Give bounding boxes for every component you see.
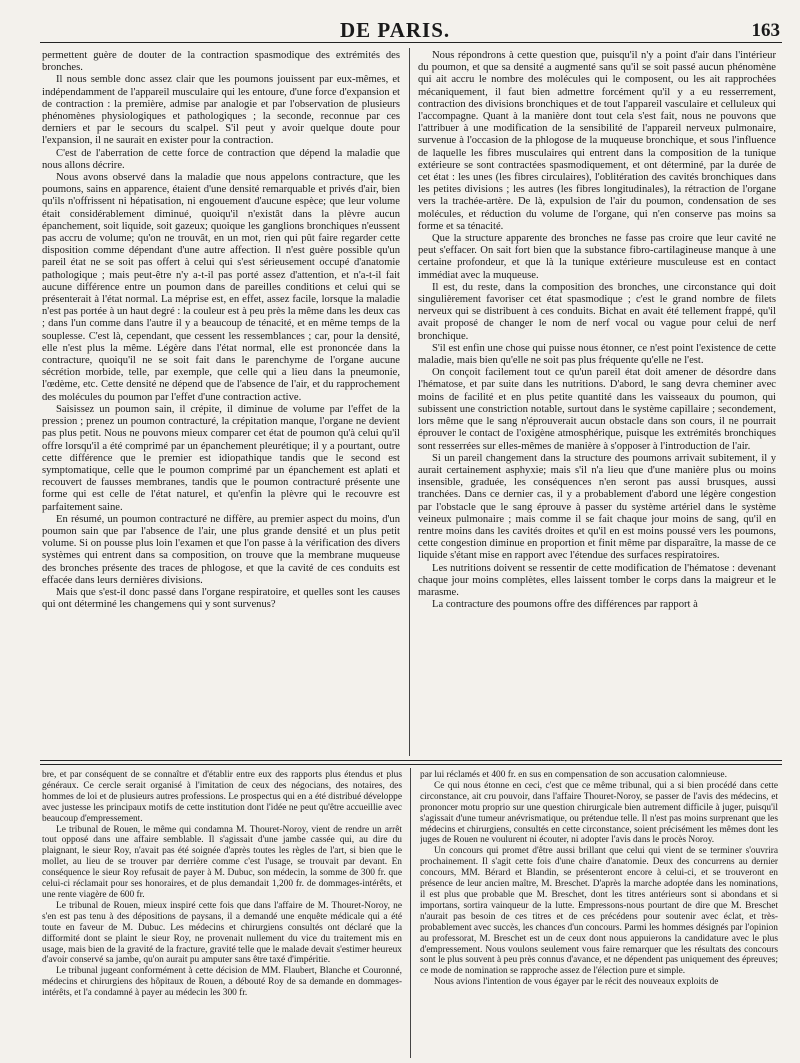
paragraph: par lui réclamés et 400 fr. en sus en compensation de son accusation calomnieuse. [420,770,727,780]
upper-left-column [42,50,400,756]
page-header [40,14,780,44]
paragraph: S'il est enfin une chose qui puisse nous étonner, ce n'est point l'existence de cette maladie, mais bien qu'elle ne soit pas plus fréquente qu'elle ne l'est. [418,342,776,367]
section-rule [40,764,782,765]
lower-right-column [420,770,778,1055]
paragraph: On conçoit facilement tout ce qu'un pareil état doit amener de désordre dans l'hématose, et par suite dans les nutritions. D'abord, le sang devra cheminer avec moins de facilité et en plus petite quantité dans les vaisseaux du poumon, qui subissent une constriction notable, surtout dans le système capillaire ; secondement, lors même que le sang n'éprouverait aucun obstacle dans son cours, il ne pourrait éprouver le contact de l'oxigène atmosphérique, puisque les extrémités bronchiques sont resserrées sur elles-mêmes de manière à s'opposer à l'introduction de l'air. [418,367,776,452]
lower-left-column [42,770,402,1055]
header-rule [40,42,782,43]
paragraph: C'est de l'aberration de cette force de contraction que dépend la maladie que nous allons décrire. [42,147,400,171]
paragraph: Il nous semble donc assez clair que les poumons jouissent par eux-mêmes, et indépendamment de l'appareil musculaire qui les entoure, d'une force d'expansion et de contraction : la première, admise par analogie et par l'observation de plusieurs phénomènes physiologiques et pathologiques ; la seconde, reconnue par ces derniers et par le secours du scalpel. S'il peut y avoir quelque doute pour l'expansion, il ne saurait en exister pour la contraction. [42,74,400,147]
paragraph: Un concours qui promet d'être aussi brillant que celui qui vient de se terminer s'ouvrira prochainement. Il s'agit cette fois d'une chaire d'anatomie. Deux des concurrens au dernier concours, MM. Bérard et Blandin, se présenteront encore à celui-ci, et se trouveront en présence de leur ancien maître, M. Breschet. D'après la marche adoptée dans les nominations, il est plus que probable que M. Breschet, dont les titres antérieurs sont si abondans et si importans, sortira vainqueur de la lutte. Empressons-nous pourtant de dire que M. Breschet n'aurait pas besoin de ces titres et de ces précédens pour soutenir avec éclat, et très-probablement avec succès, les chances d'un concours. Parmi les hommes désignés par l'opinion au professorat, M. Breschet est un de ceux dont nous appuierons la candidature avec le plus d'empressement. Nous voulons seulement vous faire remarquer que les résultats des concours sont le plus souvent à peu près connus d'avance, et ne dépendent pas uniquement des épreuves; ce mode de nomination se rapproche assez de l'élection pure et simple. [420,846,778,977]
running-title: DE PARIS. [340,18,451,42]
paragraph: bre, et par conséquent de se connaître et d'établir entre eux des rapports plus étendus et plus généraux. Ce cercle serait organisé à l'imitation de ceux des négocians, des notaires, des hommes de loi et de plusieurs autres professions. Le prospectus qui en a été distribué développe avec justesse les principaux motifs de cette institution dont l'idée ne peut qu'être accueillie avec beaucoup d'empressement. [42,770,402,824]
paragraph: Que la structure apparente des bronches ne fasse pas croire que leur cavité ne peut s'effacer. On sait fort bien que la substance fibro-cartilagineuse manque à une certaine profondeur, et que là la tunique extérieure musculeuse est en contact immédiat avec la muqueuse. [418,233,776,281]
paragraph: Nous avions l'intention de vous égayer par le récit des nouveaux exploits de [434,977,719,988]
page-number: 163 [751,20,780,41]
paragraph: Mais que s'est-il donc passé dans l'organe respiratoire, et quelles sont les causes qui ont déterminé les changemens qui y sont survenus? [42,586,400,611]
paragraph: permettent guère de douter de la contraction spasmodique des extrémités des bronches. [42,50,400,74]
paragraph: Saisissez un poumon sain, il crépite, il diminue de volume par l'effet de la pression ; prenez un poumon contracturé, la crépitation manque, l'organe ne devient pas plus petit. Nous ne pouvons mieux comparer cet état de poumon qu'à celui qu'il offre lorsqu'il a été comprimé par un épanchement pleurétique; il y a pourtant, outre cette différence que le premier est idiopathique tandis que le second est symptomatique, celle que le poumon comprimé par un épanchement est aplati et recouvert de fausses membranes, tandis que le poumon contracturé présente une forme qui est celle de l'état naturel, et qu'enfin la plèvre qui le recouvre est parfaitement saine. [42,403,400,513]
paragraph: En résumé, un poumon contracturé ne diffère, au premier aspect du moins, d'un poumon sain que par l'absence de l'air, une plus grande densité et un plus petit volume. Si on pousse plus loin l'examen et que l'on passe à la vérification des divers systèmes qui entrent dans sa composition, on trouve que la membrane muqueuse des bronches présente des traces de phlogose, et que la cavité de ces conduits est effacée dans leurs dernières divisions. [42,513,400,586]
column-divider [409,48,410,756]
paragraph: Ce qui nous étonne en ceci, c'est que ce même tribunal, qui a si bien procédé dans cette circonstance, ait cru pouvoir, dans l'affaire Thouret-Noroy, se passer de l'avis des médecins, et prononcer motu proprio sur une question chirurgicale bien autrement difficile à juger, puisqu'il s'agissait d'une tumeur anévrismatique, ou prétendue telle. Il n'est pas moins surprenant que les médecins et chirurgiens, consultés en cette circonstance, soient précisément les mêmes dont les juges de Rouen ne voulurent ni écouter, ni adopter l'avis dans le procès Noroy. [420,780,778,846]
paragraph: Nous avons observé dans la maladie que nous appelons contracture, que les poumons, sains en apparence, étaient d'une densité remarquable et privés d'air, bien qu'ils n'offrissent ni hépatisation, ni engouement d'aucune espèce; que leur volume était considérablement diminué, quoiqu'il n'existât dans la plèvre aucun épanchement, soit liquide, soit gazeux; quoique les ganglions bronchiques n'eussent pas accru de volume; qu'on ne trouvât, en un mot, rien qui pût faire regarder cette disposition comme dépendant d'une autre affection. Il n'est guère possible qu'un pareil état ne se soit pas offert à celui qui s'est sérieusement occupé d'anatomie pathologique ; mais peut-être n'y a-t-il pas porté assez d'attention, et n'a-t-il fait aucune différence entre un poumon dans de pareilles conditions et celui qui se présenterait à l'état normal. La méprise est, en effet, assez facile, lorsque la maladie n'est pas portée à un haut degré : la couleur est à peu près la même dans les deux cas ; dans l'un comme dans l'autre il y a beaucoup de ténacité, et en même temps de la souplesse. C'est là, cependant, que cessent les ressemblances ; car, pour la densité, elle n'est plus la même. Légère dans l'état normal, elle est prononcée dans la contracture, quoiqu'il ne se soit fait dans le parenchyme de l'organe aucune sécrétion morbide, telle, par exemple, que celle qui a lieu dans la pneumonie, l'œdème, etc. Cette densité ne dépend que de l'absence de l'air, et du rapprochement des molécules du poumon par l'effet d'une contraction active. [42,172,400,403]
upper-right-column [418,50,776,756]
paragraph: Le tribunal jugeant conformément à cette décision de MM. Flaubert, Blanche et Couronné, médecins et chirurgiens des hôpitaux de Rouen, a débouté Roy de sa demande en dommages-intérêts, et l'a condamné à payer au médecin les 300 fr. [42,966,402,999]
paragraph: Le tribunal de Rouen, mieux inspiré cette fois que dans l'affaire de M. Thouret-Noroy, ne s'en est pas tenu à des dépositions de paysans, il a demandé une enquête médicale qui a été toute en faveur de M. Dubuc. Les médecins et chirurgiens consultés ont déclaré que la difformité dont se plaint le sieur Roy, ne provenait nullement du vice du traitement mis en usage, mais bien de la gravité de la fracture, gravité telle que le malade devait s'estimer heureux d'avoir conservé sa jambe, qu'on aurait pu amputer sans être taxé d'impéritie. [42,900,402,966]
section-rule [40,760,782,761]
column-divider [410,768,411,1058]
paragraph: Il est, du reste, dans la composition des bronches, une circonstance qui doit singulièrement favoriser cet état spasmodique ; c'est le grand nombre de filets nerveux qui se distribuent à ces conduits. Bichat en avait été tellement frappé, qu'il avait proposé de changer le nom de nerf vocal ou vague pour celui de nerf bronchique. [418,281,776,342]
paragraph: La contracture des poumons offre des différences par rapport à [432,599,698,611]
paragraph: Si un pareil changement dans la structure des poumons arrivait subitement, il y aurait certainement asphyxie; mais s'il n'a lieu que d'une manière plus ou moins insensible, graduée, les conséquences n'en seront pas aussi brusques, aussi tranchées. Dans ce dernier cas, il y a probablement d'abord une légère congestion par l'obstacle que le sang éprouve à passer du système artériel dans le système veineux pulmonaire ; mais comme il se fait chaque jour moins de sang, qu'il en rentre moins dans les cavités droites et qu'il en est moins poussé vers les poumons, cette congestion diminue en proportion et finit même par disparaître, la masse de ce liquide s'étant mise en rapport avec l'étendue des surfaces respiratoires. [418,452,776,562]
paragraph: Nous répondrons à cette question que, puisqu'il n'y a point d'air dans l'intérieur du poumon, et que sa densité a augmenté sans qu'il se soit passé aucun phénomène qui ait accru le nombre des molécules qui le composent, ou les ait rapprochées mécaniquement, il faut bien admettre forcément qu'il y a eu resserrement, contraction des divisions bronchiques et de tout l'appareil vasculaire et celluleux qui l'accompagne. Quant à la manière dont tout cela s'est fait, nous ne pouvons que l'attribuer à une modification de la sensibilité de l'appareil nerveux pulmonaire, survenue à l'occasion de la phlogose de la muqueuse bronchique, et sous l'influence de laquelle les fibres musculaires qui entrent dans la composition de la tunique extérieure se sont contractées spasmodiquement, et ont déterminé, par la durée de cet état : les unes (les fibres circulaires), l'oblitération des cavités bronchiques dans les petites divisions ; les autres (les fibres longitudinales), la rétraction de l'organe vers la trachée-artère. De là, expulsion de l'air du poumon, condensation de ses molécules, et réduction du volume de l'organe, qui n'en conserve pas moins sa forme et sa ténacité. [418,50,776,232]
paragraph: Les nutritions doivent se ressentir de cette modification de l'hématose : devenant chaque jour moins complètes, elles laissent tomber le corps dans la maigreur et le marasme. [418,562,776,598]
paragraph: Le tribunal de Rouen, le même qui condamna M. Thouret-Noroy, vient de rendre un arrêt tout opposé dans une affaire semblable. Il s'agissait d'une jambe cassée qui, au dire du plaignant, le sieur Roy, n'avait pas été soignée d'après toutes les règles de l'art, si bien que le mollet, au lieu de se trouver par derrière comme c'est l'usage, se trouvait par devant. En conséquence le sieur Roy refusait de payer à M. Dubuc, son médecin, la somme de 300 fr. que celui-ci réclamait pour ses honoraires, et de plus demandait 1,200 fr. de dommages-intérêts, et une rente viagère de 600 fr. [42,824,402,900]
